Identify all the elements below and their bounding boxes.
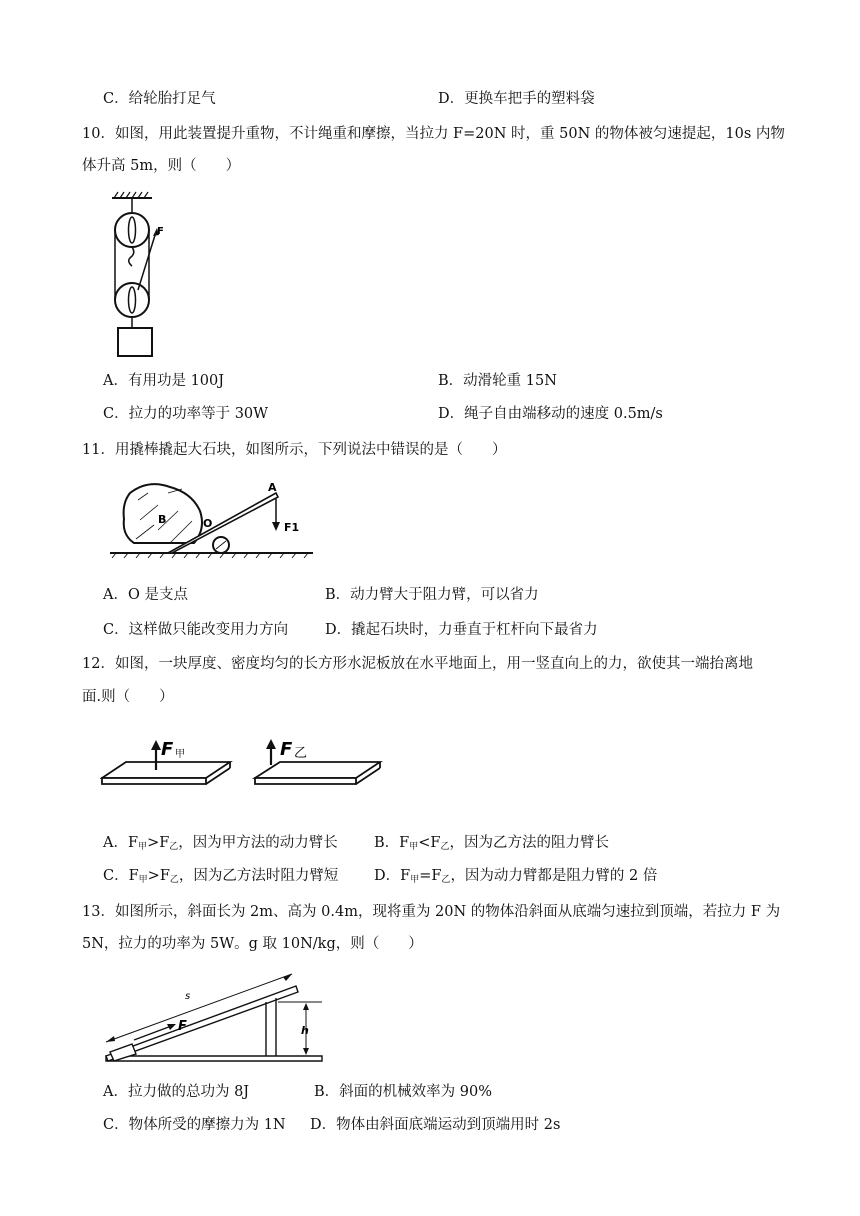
q10-option-d: D．绳子自由端移动的速度 0.5m/s [438,406,663,422]
slab-figure [100,735,390,795]
q12-option-d: D．$F_甲=F_乙$，因为动力臂都是阻力臂的 2 倍 [374,868,658,885]
q13-option-c: C．物体所受的摩擦力为 1N [103,1117,286,1133]
q13-stem-line1: 13．如图所示，斜面长为 2m、高为 0.4m，现将重为 20N 的物体沿斜面从底端匀速拉到顶端，若拉力 F 为 [82,904,781,920]
q9-option-c: C．给轮胎打足气 [103,91,216,107]
q13-option-b: B．斜面的机械效率为 90% [314,1084,492,1100]
slab-label-yi: 乙 [294,746,308,761]
q12-stem-line2: 面.则（ ） [82,689,174,705]
q13-option-d: D．物体由斜面底端运动到顶端用时 2s [310,1117,561,1133]
incline-label-h: h [301,1024,309,1037]
q10-stem-line2: 体升高 5m，则（ ） [82,158,241,174]
q12-option-c: C．$F_甲>F_乙$，因为乙方法时阻力臂短 [103,868,339,885]
slab-label-f-jia: F [161,739,174,760]
pulley-figure [108,190,178,360]
slab-label-f-yi: F [280,739,293,760]
lever-label-a: A [268,481,277,494]
lever-label-b: B [158,513,167,526]
q10-option-b: B．动滑轮重 15N [438,373,557,389]
q11-option-d: D．撬起石块时，力垂直于杠杆向下最省力 [325,622,598,638]
q11-option-b: B．动力臂大于阻力臂，可以省力 [325,587,539,603]
lever-label-o: O [203,517,213,530]
q12-option-b: B．$F_甲<F_乙$，因为乙方法的阻力臂长 [374,835,609,852]
q11-stem: 11．用撬棒撬起大石块，如图所示，下列说法中错误的是（ ） [82,442,507,458]
incline-label-s: s [185,991,191,1002]
incline-label-f: F [178,1019,187,1034]
q12-stem-line1: 12．如图，一块厚度、密度均匀的长方形水泥板放在水平地面上，用一竖直向上的力，欲使其一端抬离地 [82,656,753,672]
lever-rock-figure [108,475,318,560]
q12-option-a: A．$F_甲>F_乙$，因为甲方法的动力臂长 [103,835,338,852]
q11-option-a: A．O 是支点 [103,587,188,603]
q10-stem-line1: 10．如图，用此装置提升重物，不计绳重和摩擦，当拉力 F=20N 时，重 50N 的物体被匀速提起，10s 内物 [82,126,785,142]
pulley-label-f: F [157,226,164,237]
q13-option-a: A．拉力做的总功为 8J [103,1084,250,1100]
incline-figure [100,972,330,1067]
q9-option-d: D．更换车把手的塑料袋 [438,91,595,107]
q13-stem-line2: 5N，拉力的功率为 5W。g 取 10N/kg，则（ ） [82,936,423,952]
q10-option-a: A．有用功是 100J [103,373,225,389]
q11-option-c: C．这样做只能改变用力方向 [103,622,289,638]
q10-option-c: C．拉力的功率等于 30W [103,406,269,422]
lever-label-f1: F1 [284,521,300,534]
slab-label-jia: 甲 [175,749,185,760]
